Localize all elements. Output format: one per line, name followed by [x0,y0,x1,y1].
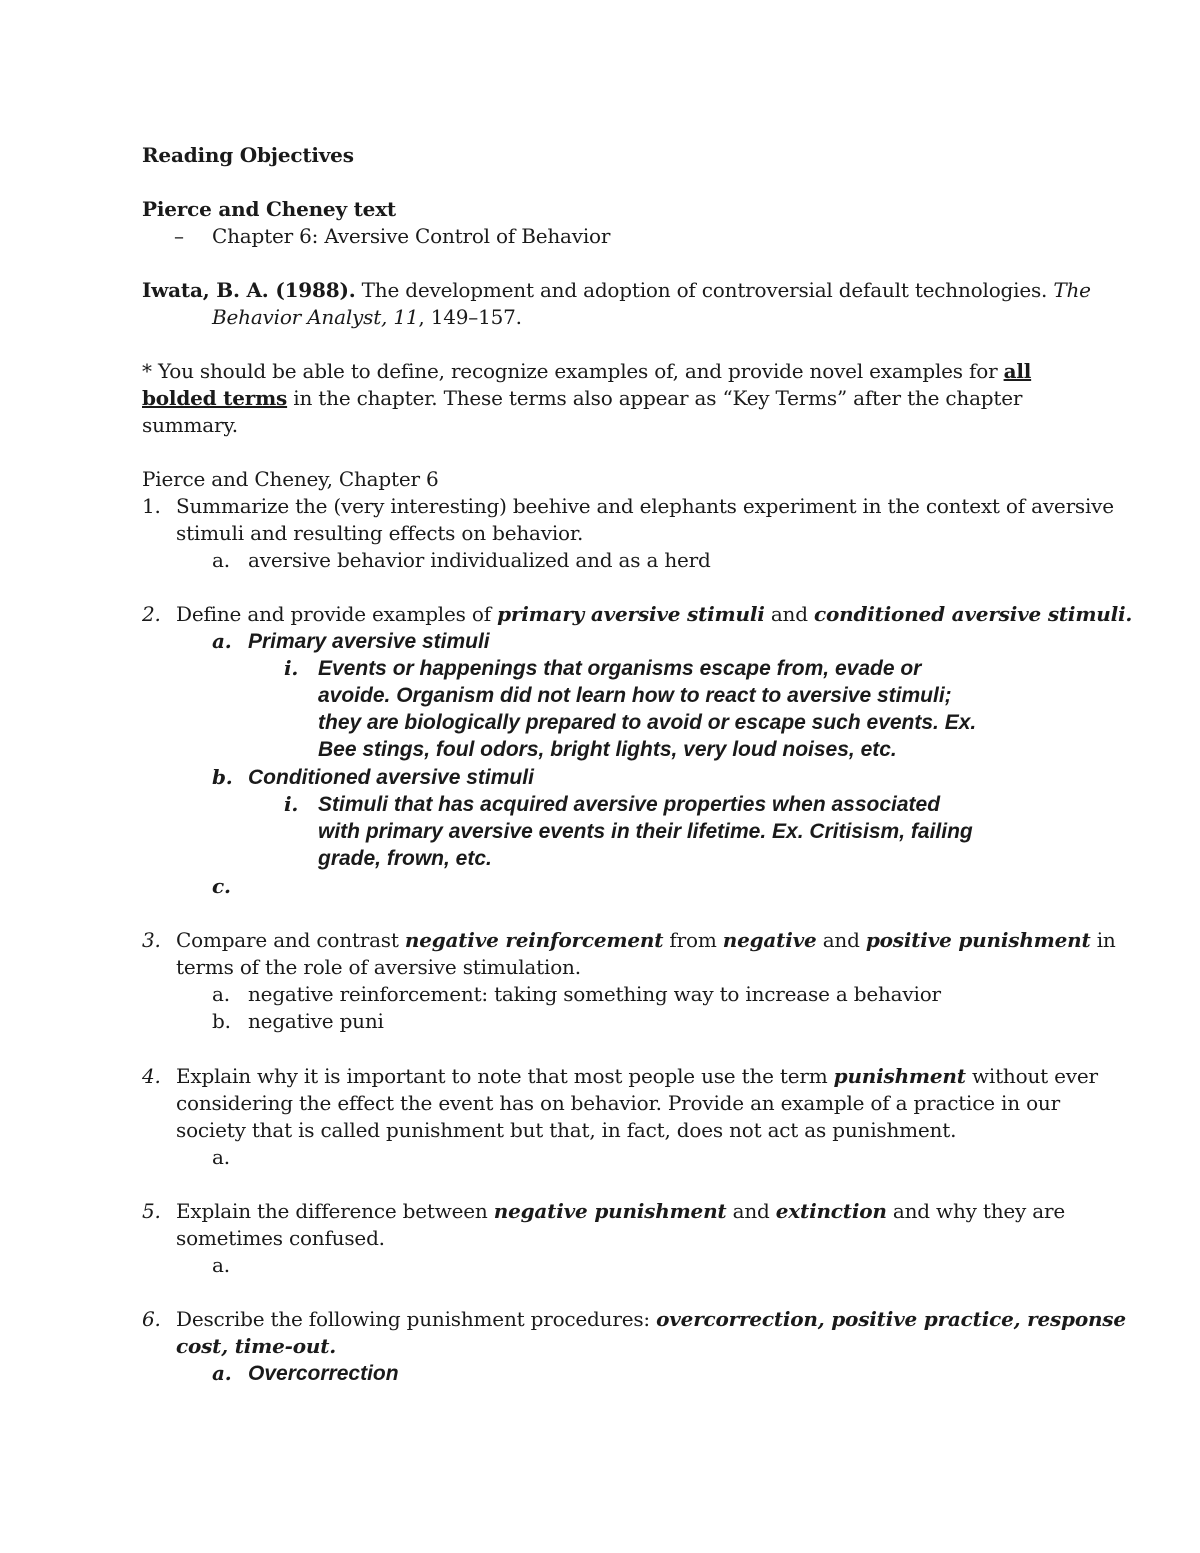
q3-mid-2: and [816,928,866,952]
q3-term-pos-punishment: positive punishment [865,928,1091,952]
q2-c-label: c. [212,874,231,898]
q3-b-answer: negative puni [248,1009,384,1033]
q2-a-heading: Primary aversive stimuli [248,630,490,653]
q3-pre: Compare and contrast [176,928,405,952]
q6-terms-1: overcorrection, positive practice, response [656,1307,1126,1331]
q2-a-label: a. [212,629,232,653]
chapter-item: Chapter 6: Aversive Control of Behavior [212,224,611,248]
q2-b-heading: Conditioned aversive stimuli [248,766,534,789]
q2-term-primary: primary aversive stimuli [497,602,765,626]
citation-author: Iwata, B. A. (1988). [142,278,356,302]
q5-line-1 [176,1198,1065,1225]
q4-post: without ever [965,1064,1098,1088]
citation-title: The development and adoption of controversial default technologies. [355,278,1054,302]
q2-pre: Define and provide examples of [176,602,498,626]
q4-pre: Explain why it is important to note that most people use the term [176,1064,834,1088]
q2-number: 2. [142,602,161,626]
q4-number: 4. [142,1064,161,1088]
q4-line-1 [176,1063,1098,1090]
citation-line-1 [142,277,1091,304]
q4-a-label: a. [212,1145,230,1169]
q2-mid: and [764,602,814,626]
q5-number: 5. [142,1199,161,1223]
q5-pre: Explain the difference between [176,1199,494,1223]
citation-pages: , 149–157. [418,305,522,329]
q6-a-heading: Overcorrection [248,1362,399,1385]
page-title: Reading Objectives [142,143,354,167]
q2-b-i-line-2: with primary aversive events in their lifetime. Ex. Critisism, failing [318,820,973,843]
q3-term-negative: negative [722,928,817,952]
note-post: in the chapter. These terms also appear as “Key Terms” after the chapter [287,386,1023,410]
q2-b-i-label: i. [284,792,299,816]
q2-line-1 [176,601,1132,628]
q5-a-label: a. [212,1253,230,1277]
citation-journal-a: The [1053,278,1091,302]
q2-a-i-line-3: they are biologically prepared to avoid or escape such events. Ex. [318,711,977,734]
q3-number: 3. [142,928,161,952]
q2-b-i-line-1: Stimuli that has acquired aversive properties when associated [318,793,941,816]
citation-line-2 [212,304,522,331]
q6-number: 6. [142,1307,161,1331]
q5-line-2: sometimes confused. [176,1226,385,1250]
q6-terms-2: cost, time-out. [176,1334,337,1358]
q6-a-label: a. [212,1361,232,1385]
note-line-1 [142,358,1031,385]
q5-post: and why they are [886,1199,1066,1223]
q6-pre: Describe the following punishment procedures: [176,1307,657,1331]
q1-a-answer: aversive behavior individualized and as a herd [248,548,711,572]
q4-term-punishment: punishment [833,1064,966,1088]
q3-mid-1: from [663,928,723,952]
section-title: Pierce and Cheney, Chapter 6 [142,467,439,491]
q5-mid: and [726,1199,776,1223]
q2-term-conditioned: conditioned aversive stimuli. [813,602,1133,626]
q2-a-i-line-4: Bee stings, foul odors, bright lights, very loud noises, etc. [318,738,897,761]
note-line-2 [142,385,1022,412]
q6-line-1 [176,1306,1126,1333]
q3-b-label: b. [212,1009,231,1033]
note-pre: * You should be able to define, recognize examples of, and provide novel examples for [142,359,1004,383]
q4-line-2: considering the effect the event has on behavior. Provide an example of a practice in our [176,1091,1060,1115]
q5-term-extinction: extinction [775,1199,887,1223]
text-heading: Pierce and Cheney text [142,197,396,221]
q2-a-i-line-2: avoide. Organism did not learn how to react to aversive stimuli; [318,684,952,707]
chapter-bullet: – [174,224,184,248]
note-bolded: bolded terms [142,386,288,410]
q2-a-i-line-1: Events or happenings that organisms escape from, evade or [318,657,922,680]
note-all: all [1003,359,1032,383]
q1-line-2: stimuli and resulting effects on behavior. [176,521,584,545]
q4-line-3: society that is called punishment but that, in fact, does not act as punishment. [176,1118,957,1142]
q2-a-i-label: i. [284,656,299,680]
q2-b-i-line-3: grade, frown, etc. [318,847,492,870]
q3-line-2: terms of the role of aversive stimulation. [176,955,581,979]
note-line-3: summary. [142,413,238,437]
citation-journal-b: Behavior Analyst, 11 [212,305,419,329]
q3-term-neg-reinforcement: negative reinforcement [404,928,664,952]
q3-post: in [1090,928,1116,952]
q3-a-label: a. [212,982,230,1006]
q3-line-1 [176,927,1116,954]
q1-number: 1. [142,494,161,518]
q2-b-label: b. [212,765,233,789]
q5-term-neg-punishment: negative punishment [493,1199,727,1223]
q1-line-1: Summarize the (very interesting) beehive and elephants experiment in the context of aversive [176,494,1114,518]
q3-a-answer: negative reinforcement: taking something way to increase a behavior [248,982,941,1006]
q1-a-label: a. [212,548,230,572]
